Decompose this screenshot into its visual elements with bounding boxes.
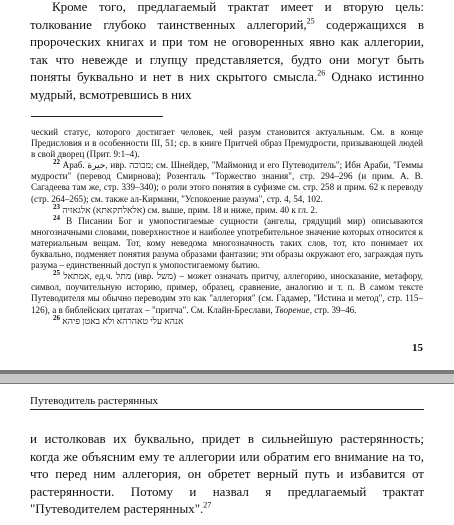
footnote-number: 24: [53, 213, 60, 222]
footnote-number: 26: [53, 313, 60, 322]
upper-body-paragraph: [30, 0, 424, 103]
lower-page-body: [30, 430, 424, 518]
footnote-text: Араб. ‏حيرة‎, ивр. ‏מבוכה‎; см. Шнейдер, "Маймонид и его Путеводитель"; Ибн Араби, "Геммы мудрости" (перевод Смирнова); Розенталь "Торжество знания", стр. 294–296 (и прим. А. В. Сагадеева там же, стр. 339–340); о роли этого понятия в суфизме см. стр. 258 и прим. 62 к переводу (стр. 264–265); см. также ал-Кирмани, "Успокоение разума", стр. 4, 54, 102.: [31, 160, 423, 204]
upper-page-body: [30, 0, 424, 103]
footnote-text: ‏אמתאל‎, ед.ч. ‏מתל‎ (ивр. ‏משל‎) – может означать притчу, аллегорию, иносказание, метафору, символ, поучительную историю, пример, образец, сравнение, аналогию и т. п. В самом тексте Путеводителя мы обычно переводим это как "аллегория" (см. Гадамер, "Истина и метод", стр. 115–126), а в библейских цитатах – "притча". См. Клайн-Бреслави,: [31, 271, 423, 315]
body-text: Однако истинно мудрый, всмотревшись в них: [30, 69, 424, 102]
footnote-ref-26[interactable]: 26: [317, 68, 326, 78]
footnote-separator: [31, 116, 163, 117]
footnote-text: , стр. 39–46.: [309, 304, 357, 315]
footnote-number: 22: [53, 158, 60, 167]
footnote-text: ‏אנהא עלי טאהרהא ולא באטן פיהא‎: [62, 315, 184, 326]
body-text: и истолковав их буквально, придет в сильнейшую растерянность; когда же объясним ему те аллегории или обратим его внимание на то, что перед ним аллегория, он обретет верный путь и избавится от растерянности. Потому и назвал я предлагаемый трактат "Путеводителем растерянных".: [30, 431, 424, 516]
page-number: 15: [412, 342, 423, 354]
page-separator: [0, 370, 454, 384]
footnote-23: [31, 202, 423, 216]
footnote-25: [31, 271, 423, 315]
footnotes: [31, 127, 423, 327]
footnote-24: [31, 213, 423, 271]
footnote-ref-27[interactable]: 27: [203, 500, 212, 510]
footnote-italic-title: Творение: [274, 304, 310, 315]
footnote-number: 25: [53, 269, 60, 278]
footnote-number: 23: [53, 202, 60, 211]
running-head: Путеводитель растерянных: [30, 395, 424, 410]
lower-body-paragraph: [30, 430, 424, 518]
body-text: содержащихся в пророческих книгах и при том не оговоренных явно как аллегории, так что невежде и глупцу представляется, будто они могут быть поняты буквально и нет в них скрытого смысла.: [30, 16, 424, 84]
body-text: Кроме того, предлагаемый трактат имеет и вторую цель: толкование глубоко таинственных аллегорий,: [30, 0, 424, 32]
footnote-22: [31, 160, 423, 204]
footnote-text: ‏אלגאזיה‎ (‏אלאלתקאתא‎) см. выше, прим. 18 и ниже, прим. 40 к гл. 2.: [60, 204, 318, 215]
footnote-text: В Писании Бог и умопостигаемые сущности (ангелы, грядущий мир) описываются многозначными словами, поверхностное и наиболее употребительное значение которых относится к материальным вещам. Тот, кому неведома многозначность таких слов, тот, кто понимает их буквально, подменяет понятия разума образами фантазии; эти образы окружают его, заграждая путь разума – единственный доступ к умопостигаемому бытию.: [31, 215, 423, 271]
footnote-continued: ческий статус, которого достигает человек, чей разум становится актуальным. См. в конце Предисловия и в особенности III, 51; ср. в книге Притчей образ Премудрости, призывающей людей в свой дворец (Прит. 9:1–4).: [31, 127, 423, 160]
footnote-26: [31, 313, 423, 327]
footnote-ref-25[interactable]: 25: [306, 16, 315, 26]
